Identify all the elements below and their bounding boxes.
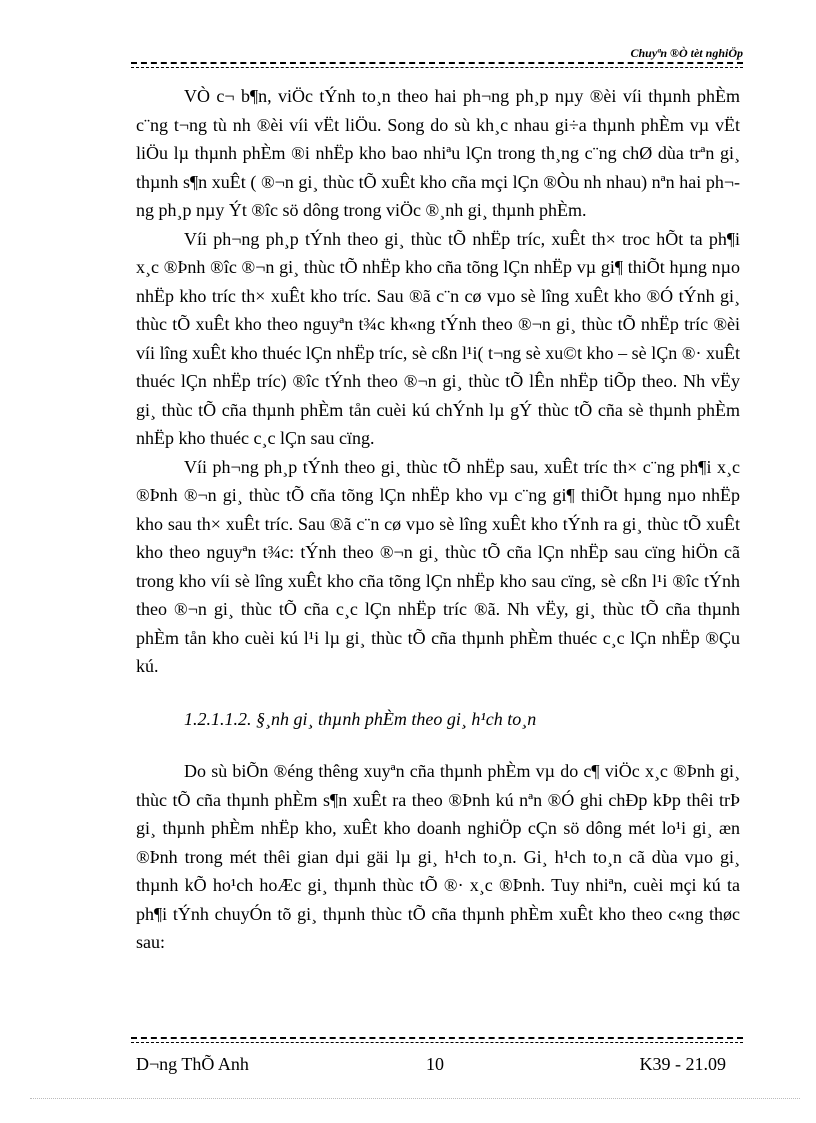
paragraph-4: Do sù biÕn ®éng thêng xuyªn cña thµnh phÈm vµ do c¶ viÖc x¸c ®Þnh gi¸ thùc tÕ cña thµnh phÈm s¶n xuÊt ra theo ®Þnh kú nªn ®Ó ghi chÐp kÞp thêi trÞ gi¸ thµnh phÈm nhËp kho, xuÊt kho doanh nghiÖp cÇn sö dông mét lo¹i gi¸ æn ®Þnh trong mét thêi gian dµi gäi lµ gi¸ h¹ch to¸n. Gi¸ h¹ch to¸n cã dùa vµo gi¸ thµnh kÕ ho¹ch hoÆc gi¸ thµnh thùc tÕ ®· x¸c ®Þnh. Tuy nhiªn, cuèi mçi kú ta ph¶i tÝnh chuyÓn tõ gi¸ thµnh thùc tÕ cña thµnh phÈm xuÊt kho theo c«ng thøc sau: [136,761,740,952]
paragraph-3: Víi ph¬ng ph¸p tÝnh theo gi¸ thùc tÕ nhËp sau, xuÊt tríc th× c¨ng ph¶i x¸c ®Þnh ®¬n gi¸ thùc tÕ cña tõng lÇn nhËp kho vµ c¨ng gi¶ thiÕt hµng nµo nhËp kho sau th× xuÊt tríc. Sau ®ã c¨n cø vµo sè lîng xuÊt kho tÝnh ra gi¸ thùc tÕ xuÊt kho theo nguyªn t¾c: tÝnh theo ®¬n gi¸ thùc tÕ cña lÇn nhËp sau cïng hiÖn cã trong kho víi sè lîng xuÊt kho cña tõng lÇn nhËp kho sau cïng, sè cßn l¹i ®îc tÝnh theo ®¬n gi¸ thùc tÕ cña c¸c lÇn nhËp tríc ®ã. Nh vËy, gi¸ thùc tÕ cña thµnh phÈm tån kho cuèi kú l¹i lµ gi¸ thùc tÕ cña thµnh phÈm thuéc c¸c lÇn nhËp ®Çu kú. [136,456,740,676]
header-rule-thin [131,67,743,68]
footer-rule-thin [131,1042,743,1043]
document-body [136,82,740,957]
footer-rule [131,1037,743,1039]
page-footer [136,1054,726,1078]
paragraph-1: VÒ c¬ b¶n, viÖc tÝnh to¸n theo hai ph¬ng ph¸p nµy ®èi víi thµnh phÈm c¨ng t¬ng tù nh ®èi víi vËt liÖu. Song do sù kh¸c nhau gi÷a thµnh phÈm vµ vËt liÖu lµ thµnh phÈm ®i nhËp kho bao nhiªu lÇn trong th¸ng c¨ng chØ dùa trªn gi¸ thµnh s¶n xuÊt ( ®¬n gi¸ thùc tÕ xuÊt kho cña mçi lÇn ®Òu nh nhau) nªn hai ph¬ng ph¸p nµy Ýt ®îc sö dông trong viÖc ®¸nh gi¸ thµnh phÈm. [136,86,740,220]
header-title: Chuyªn ®Ò tèt nghiÖp [630,46,743,60]
footer-author: D¬ng ThÕ Anh [136,1054,249,1074]
page-edge [30,1098,800,1099]
paragraph-2: Víi ph¬ng ph¸p tÝnh theo gi¸ thùc tÕ nhËp tríc, xuÊt th× troc hÕt ta ph¶i x¸c ®Þnh ®îc ®¬n gi¸ thùc tÕ nhËp kho cña tõng lÇn nhËp vµ gi¶ thiÕt hµng nµo nhËp kho tríc th× xuÊt kho tríc. Sau ®ã c¨n cø vµo sè lîng xuÊt kho ®Ó tÝnh gi¸ thùc tÕ xuÊt kho theo nguyªn t¾c kh«ng tÝnh theo ®¬n gi¸ thùc tÕ nhËp tríc ®èi víi lîng xuÊt kho thuéc lÇn nhËp tríc, sè cßn l¹i( t¬ng sè xu©t kho – sè lÇn ®· xuÊt thuéc lÇn nhËp tríc) ®îc tÝnh theo ®¬n gi¸ thùc tÕ lÊn nhËp tiÕp theo. Nh vËy gi¸ thùc tÕ cña thµnh phÈm tån cuèi kú chÝnh lµ gÝ thùc tÕ cña sè thµnh phÈm nhËp kho thuéc c¸c lÇn sau cïng. [136,228,740,448]
section-heading: 1.2.1.1.2. §¸nh gi¸ thµnh phÈm theo gi¸ h¹ch to¸n [184,708,537,729]
footer-class-code: K39 - 21.09 [639,1054,726,1074]
header-rule [131,62,743,64]
page-number: 10 [426,1054,444,1074]
